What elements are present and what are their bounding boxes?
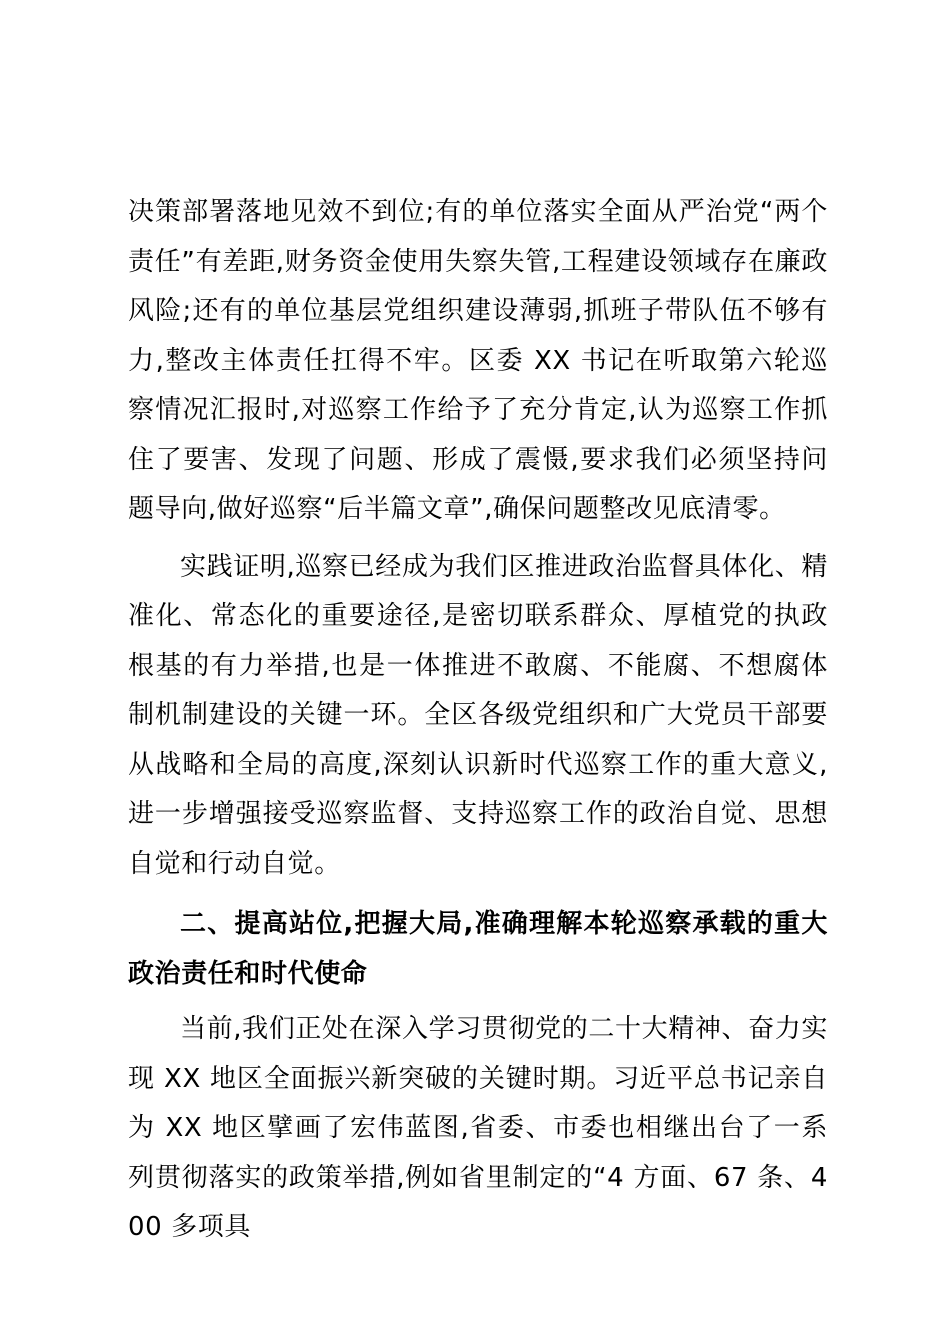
- section-heading-two: 二、提高站位,把握大局,准确理解本轮巡察承载的重大政治责任和时代使命: [128, 909, 828, 989]
- paragraph-continuation: 决策部署落地见效不到位;有的单位落实全面从严治党“两个责任”有差距,财务资金使用失察失管,工程建设领域存在廉政风险;还有的单位基层党组织建设薄弱,抓班子带队伍不够有力,整改主体责任扛得不牢。区委 XX 书记在听取第六轮巡察情况汇报时,对巡察工作给予了充分肯定,认为巡察工作抓住了要害、发现了问题、形成了震慑,要求我们必须坚持问题导向,做好巡察“后半篇文章”,确保问题整改见底清零。: [128, 197, 828, 524]
- paragraph-practice-proves: 实践证明,巡察已经成为我们区推进政治监督具体化、精准化、常态化的重要途径,是密切联系群众、厚植党的执政根基的有力举措,也是一体推进不敢腐、不能腐、不想腐体制机制建设的关键一环。全区各级党组织和广大党员干部要从战略和全局的高度,深刻认识新时代巡察工作的重大意义,进一步增强接受巡察监督、支持巡察工作的政治自觉、思想自觉和行动自觉。: [128, 551, 828, 879]
- document-body: [128, 188, 828, 1253]
- paragraph-current-period: 当前,我们正处在深入学习贯彻党的二十大精神、奋力实现 XX 地区全面振兴新突破的关键时期。习近平总书记亲自为 XX 地区擘画了宏伟蓝图,省委、市委也相继出台了一系列贯彻落实的政策举措,例如省里制定的“4 方面、67 条、400 多项具: [128, 1014, 828, 1242]
